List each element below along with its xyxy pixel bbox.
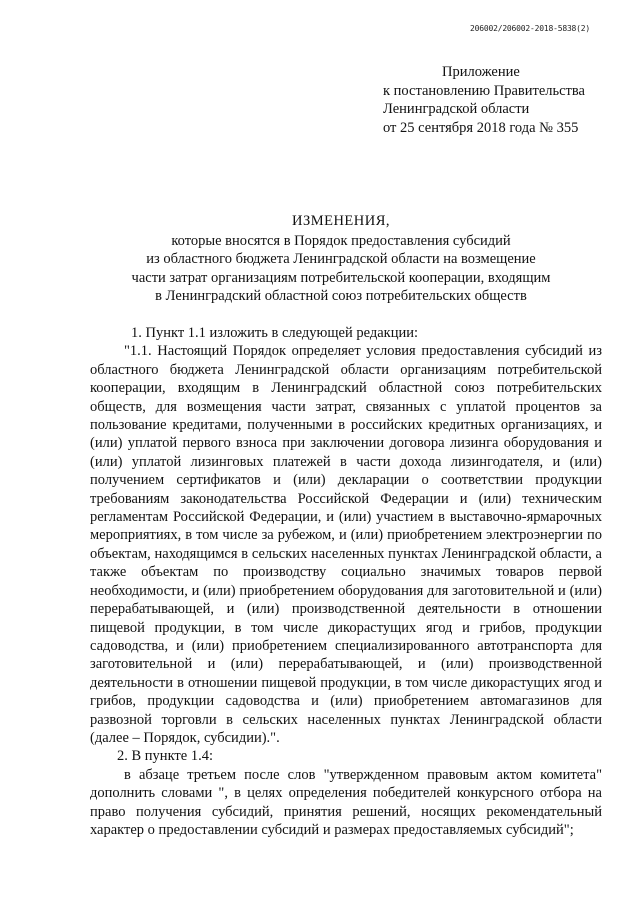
appendix-line-2: к постановлению Правительства xyxy=(383,82,585,99)
document-id: 206002/206002-2018-5838(2) xyxy=(470,24,591,33)
appendix-line-1: Приложение xyxy=(442,64,520,80)
title-heading: ИЗМЕНЕНИЯ, xyxy=(291,213,391,229)
document-body xyxy=(90,324,602,839)
document-title xyxy=(80,212,602,306)
title-line-4: в Ленинградский областной союз потребительских обществ xyxy=(155,288,527,304)
title-line-2: из областного бюджета Ленинградской области на возмещение xyxy=(146,251,536,267)
item-1-text: "1.1. Настоящий Порядок определяет условия предоставления субсидий из областного бюджета Ленинградской области организациям потребительской кооперации, входящим в Ленинградский областной союз потребительских обществ, для возмещения части затрат, связанных с уплатой процентов за пользование кредитами, полученными в российских кредитных организациях, и (или) уплатой первого взноса при заключении договора лизинга оборудования и (или) уплатой лизинговых платежей в части дохода лизингодателя, и (или) получением сертификатов и (или) декларации о соответствии продукции требованиям законодательства Российской Федерации и (или) техническим регламентам Российской Федерации, и (или) участием в выставочно-ярмарочных мероприятиях, в том числе за рубежом, и (или) приобретением электроэнергии по объектам, находящимся в сельских населенных пунктах Ленинградской области, а также объектам по производству социально значимых товаров первой необходимости, и (или) приобретением оборудования для заготовительной и (или) перерабатывающей, и (или) производственной деятельности в отношении пищевой продукции, в том числе дикорастущих ягод и грибов, продукции садоводства, и (или) приобретением специализированного автотранспорта для заготовительной и (или) перерабатывающей, и (или) производственной деятельности в отношении пищевой продукции, в том числе дикорастущих ягод и грибов, продукции садоводства и (или) приобретением автомагазинов для развозной торговли в сельских населенных пунктах Ленинградской области (далее – Порядок, субсидии).". xyxy=(90,343,602,746)
item-1-intro: 1. Пункт 1.1 изложить в следующей редакции: xyxy=(131,325,419,341)
item-2-text: в абзаце третьем после слов "утвержденном правовым актом комитета" дополнить словами ", в целях определения победителей конкурсного отбора на право получения субсидий, принятия решений, носящих рекомендательный характер о предоставлении субсидий и размерах предоставляемых субсидий"; xyxy=(90,766,602,838)
appendix-line-4: от 25 сентября 2018 года № 355 xyxy=(383,119,579,136)
appendix-line-3: Ленинградской области xyxy=(383,101,530,117)
title-line-3: части затрат организациям потребительской кооперации, входящим xyxy=(131,269,551,286)
title-line-1: которые вносятся в Порядок предоставления субсидий xyxy=(171,232,511,249)
appendix-header xyxy=(383,63,623,137)
item-2-intro: 2. В пункте 1.4: xyxy=(117,748,213,765)
